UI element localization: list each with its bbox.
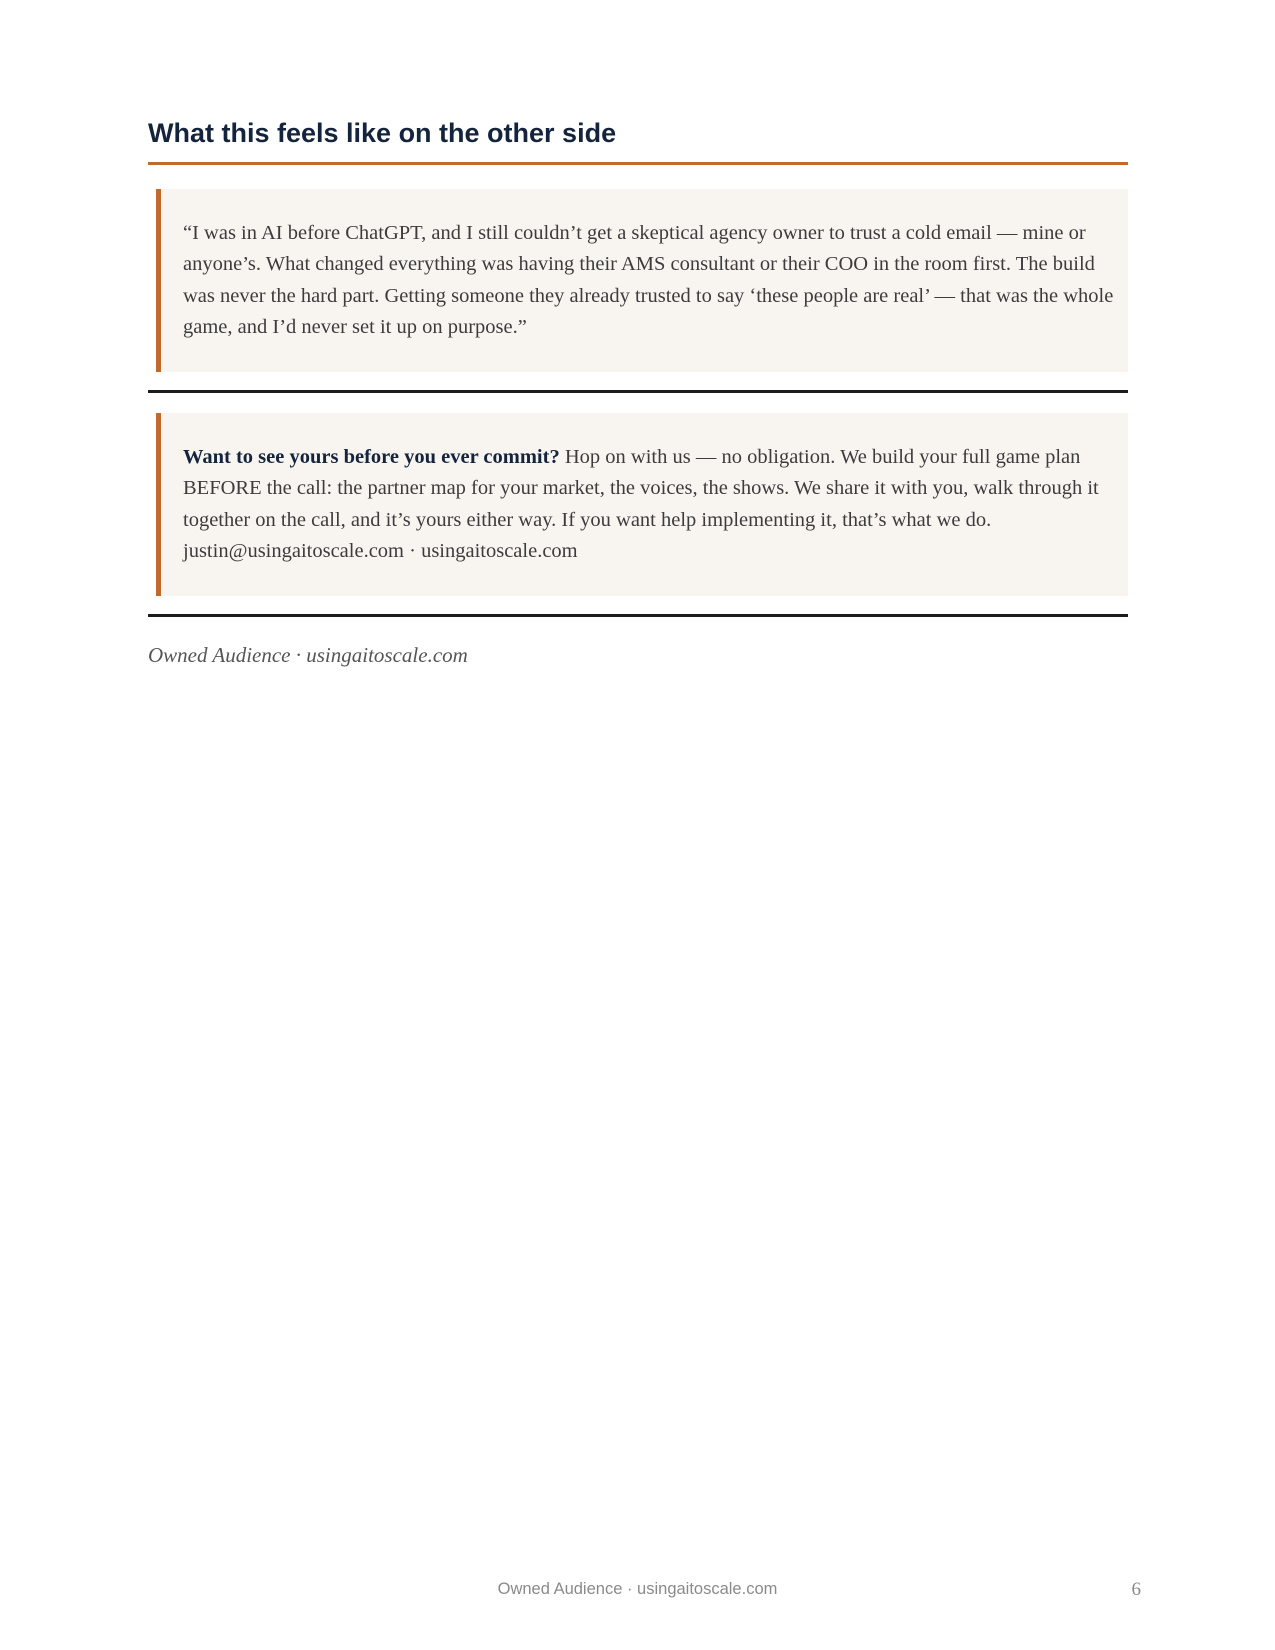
page-number: 6 <box>1131 1579 1141 1600</box>
section-heading: What this feels like on the other side <box>148 118 617 148</box>
section-divider <box>148 390 1128 393</box>
call-to-action-body: Hop on with us — no obligation. We build your full game plan BEFORE the call: the partner map for your market, the voices, the shows. We share it with you, walk through it together on the call, and it’s yours either way. If you want help implementing it, that’s what we do. <box>183 446 1099 531</box>
byline: Owned Audience · usingaitoscale.com <box>148 643 468 667</box>
section-divider <box>148 614 1128 617</box>
page-footer: Owned Audience · usingaitoscale.com <box>497 1580 778 1598</box>
testimonial-quote-box <box>156 189 1128 372</box>
contact-line: justin@usingaitoscale.com · usingaitoscale.com <box>183 539 578 562</box>
call-to-action-lead: Want to see yours before you ever commit? <box>183 446 560 468</box>
testimonial-quote-text: “I was in AI before ChatGPT, and I still couldn’t get a skeptical agency owner to trust a cold email — mine or anyone’s. What changed everything was having their AMS consultant or their COO in the room first. The build was never the hard part. Getting someone they already trusted to say ‘these people are real’ — that was the whole game, and I’d never set it up on purpose.” <box>183 222 1114 338</box>
heading-divider <box>148 162 1128 165</box>
call-to-action-paragraph <box>183 442 1116 536</box>
call-to-action-box <box>156 413 1128 596</box>
